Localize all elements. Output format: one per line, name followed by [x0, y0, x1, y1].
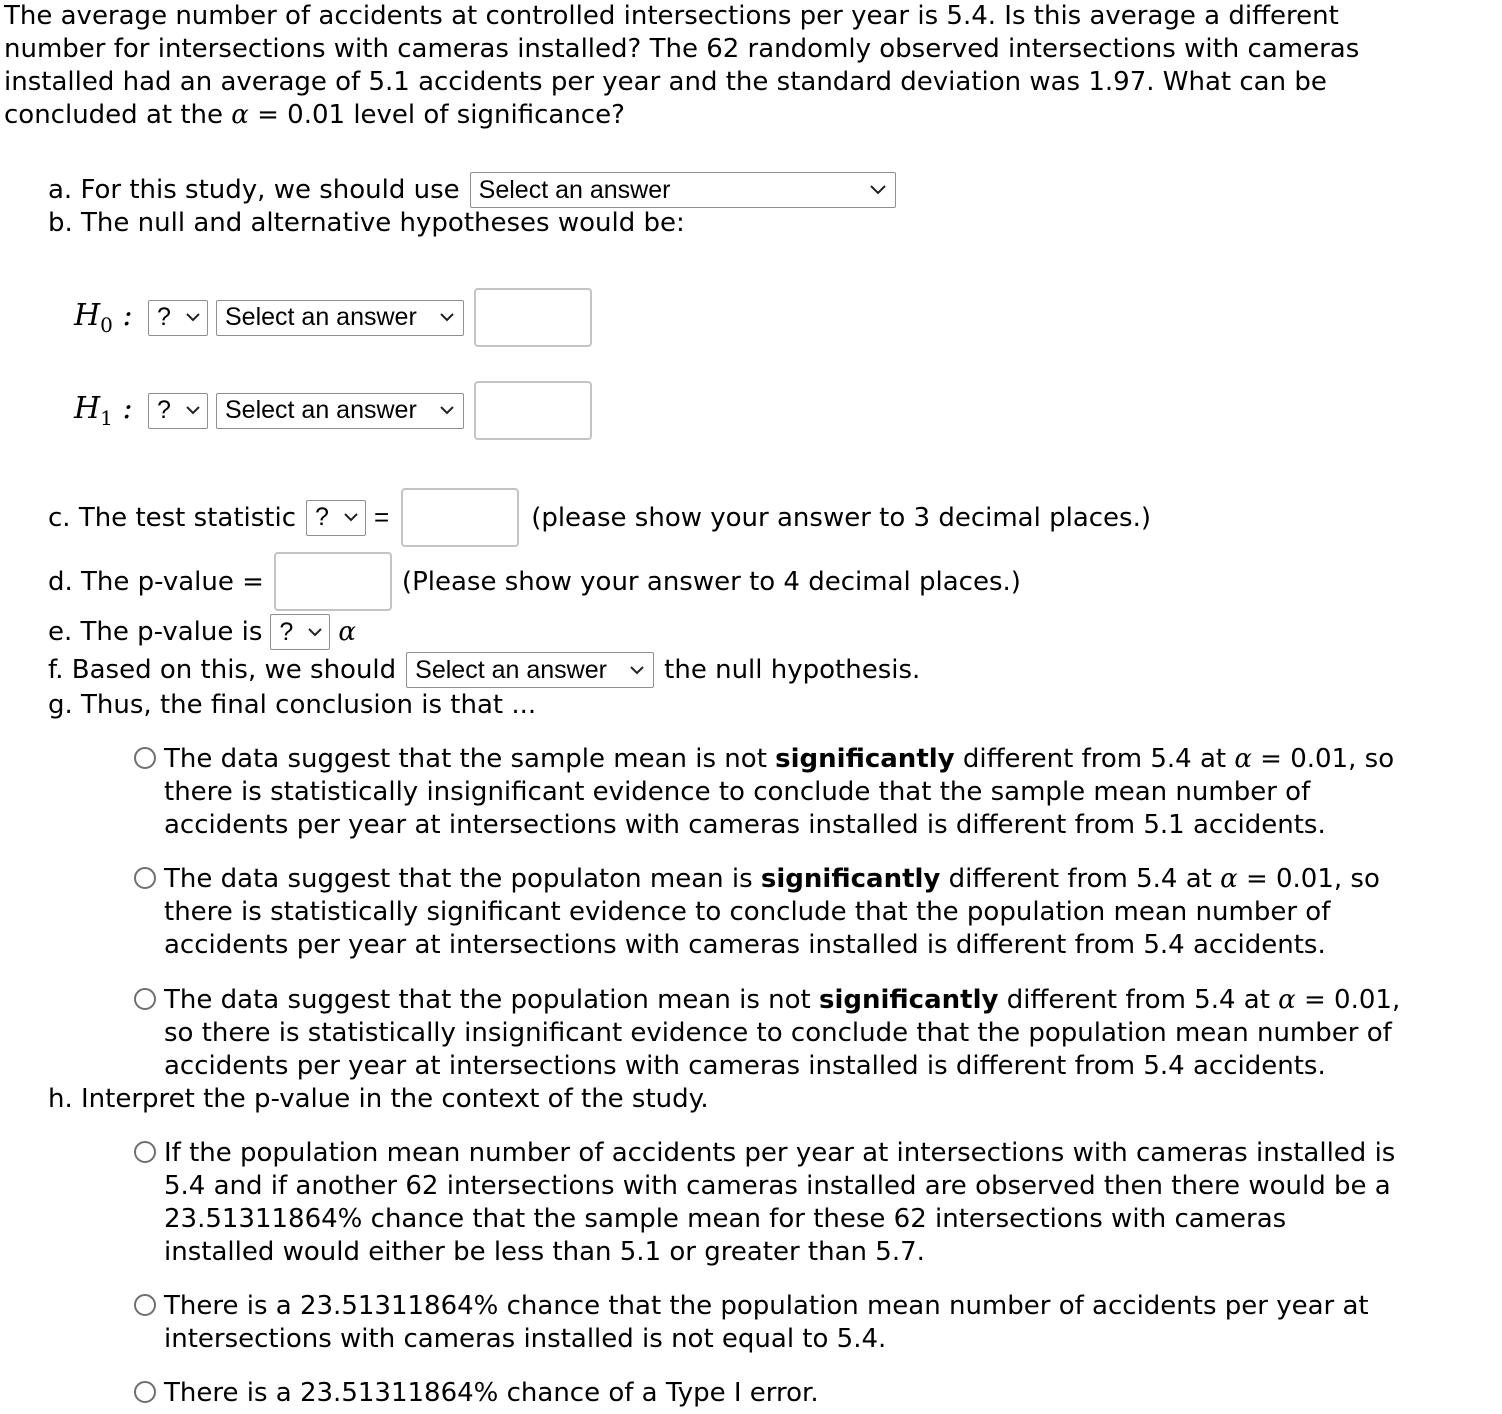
- decision-select[interactable]: [406, 652, 654, 688]
- radio-circle-icon[interactable]: [134, 1381, 156, 1403]
- chevron-down-icon: [869, 184, 887, 196]
- chevron-down-icon: [629, 665, 645, 676]
- h1-parameter-select[interactable]: [148, 393, 208, 429]
- p-value-comparison-select-value: ?: [279, 617, 294, 646]
- question-intro-tail: = 0.01 level of significance?: [257, 100, 625, 130]
- part-e-label: e. The p-value is: [48, 617, 263, 647]
- part-b-label: b. The null and alternative hypotheses would be:: [48, 208, 685, 238]
- h0-symbol: H: [74, 298, 101, 333]
- chevron-down-icon: [185, 405, 201, 416]
- part-h: [48, 1084, 709, 1114]
- part-f-label: f. Based on this, we should: [48, 655, 397, 685]
- part-f-tail: the null hypothesis.: [664, 655, 921, 685]
- h1-row: [74, 381, 592, 440]
- p-value-hint: (Please show your answer to 4 decimal places.): [401, 566, 1021, 597]
- alpha-symbol: α: [231, 100, 249, 130]
- p-value-input[interactable]: [274, 552, 392, 611]
- radio-circle-icon[interactable]: [134, 867, 156, 889]
- conclusion-option-2[interactable]: [134, 863, 1404, 962]
- radio-circle-icon[interactable]: [134, 1141, 156, 1163]
- h0-value-input[interactable]: [474, 288, 592, 347]
- equals-sign: =: [374, 502, 390, 532]
- conclusion-option-2-text: The data suggest that the populaton mean is significantly different from 5.4 at α = 0.01, so there is statistically significant evidence to conclude that the population mean number of accidents per year at intersections with cameras installed is different from 5.4 accidents.: [164, 864, 1380, 960]
- h1-subscript: 1: [100, 406, 113, 430]
- h0-parameter-select[interactable]: [148, 300, 208, 336]
- h0-row: [74, 288, 592, 347]
- part-e: [48, 614, 356, 650]
- h1-value-input[interactable]: [474, 381, 592, 440]
- test-statistic-input[interactable]: [401, 488, 519, 547]
- part-d-label: d. The p-value =: [48, 566, 264, 597]
- conclusion-option-1[interactable]: [134, 743, 1404, 842]
- interpretation-option-1[interactable]: [134, 1137, 1404, 1269]
- interpretation-option-1-text: If the population mean number of accidents per year at intersections with cameras installed is 5.4 and if another 62 intersections with cameras installed are observed then there would be a 23.51311864% chance that the sample mean for these 62 intersections with cameras installed would either be less than 5.1 or greater than 5.7.: [164, 1138, 1396, 1267]
- interpretation-option-2-text: There is a 23.51311864% chance that the population mean number of accidents per year at intersections with cameras installed is not equal to 5.4.: [164, 1291, 1369, 1354]
- chevron-down-icon: [307, 627, 323, 638]
- conclusion-option-1-text: The data suggest that the sample mean is not significantly different from 5.4 at α = 0.01, so there is statistically insignificant evidence to conclude that the sample mean number of accidents per year at intersections with cameras installed is different from 5.1 accidents.: [164, 744, 1395, 840]
- chevron-down-icon: [439, 405, 455, 416]
- interpretation-option-3-text: There is a 23.51311864% chance of a Type I error.: [164, 1378, 819, 1408]
- chevron-down-icon: [439, 312, 455, 323]
- test-type-select[interactable]: [470, 172, 896, 208]
- part-b: [48, 208, 685, 238]
- part-a: [48, 172, 896, 208]
- alpha-symbol: α: [338, 617, 356, 647]
- h0-operator-select-value: Select an answer: [225, 303, 417, 331]
- part-c: [48, 488, 1151, 547]
- test-statistic-hint: (please show your answer to 3 decimal places.): [531, 502, 1151, 533]
- question-text: [4, 0, 1424, 132]
- h1-operator-select-value: Select an answer: [225, 396, 417, 424]
- chevron-down-icon: [185, 312, 201, 323]
- chevron-down-icon: [343, 512, 359, 523]
- h1-colon: :: [122, 391, 133, 426]
- h0-label: [74, 298, 136, 337]
- test-type-select-value: Select an answer: [478, 175, 671, 204]
- conclusion-option-3-text: The data suggest that the population mean is not significantly different from 5.4 at α = 0.01, so there is statistically insignificant evidence to conclude that the population mean number of accidents per year at intersections with cameras installed is different from 5.4 accidents.: [164, 985, 1401, 1081]
- h1-label: [74, 391, 136, 430]
- h0-parameter-select-value: ?: [157, 303, 171, 331]
- radio-circle-icon[interactable]: [134, 747, 156, 769]
- h0-operator-select[interactable]: [216, 300, 464, 336]
- interpretation-option-3[interactable]: [134, 1377, 1404, 1410]
- question-intro: The average number of accidents at controlled intersections per year is 5.4. Is this average a different number for intersections with cameras installed? The 62 randomly observed intersections with cameras installed had an average of 5.1 accidents per year and the standard deviation was 1.97. What can be concluded at the: [4, 1, 1360, 130]
- test-statistic-type-select-value: ?: [315, 503, 329, 531]
- test-statistic-type-select[interactable]: [306, 500, 366, 536]
- part-a-label: a. For this study, we should use: [48, 175, 460, 205]
- radio-circle-icon[interactable]: [134, 1294, 156, 1316]
- h0-colon: :: [122, 298, 133, 333]
- part-g-label: g. Thus, the final conclusion is that ...: [48, 690, 537, 720]
- h1-symbol: H: [74, 391, 101, 426]
- h1-parameter-select-value: ?: [157, 396, 171, 424]
- h0-subscript: 0: [100, 313, 113, 337]
- radio-circle-icon[interactable]: [134, 988, 156, 1010]
- p-value-comparison-select[interactable]: [270, 614, 330, 650]
- part-h-label: h. Interpret the p-value in the context of the study.: [48, 1084, 709, 1114]
- conclusion-option-3[interactable]: [134, 984, 1404, 1083]
- part-g: [48, 690, 536, 720]
- h1-operator-select[interactable]: [216, 393, 464, 429]
- part-f: [48, 652, 920, 688]
- decision-select-value: Select an answer: [415, 655, 607, 684]
- part-c-label: c. The test statistic: [48, 502, 296, 533]
- interpretation-option-2[interactable]: [134, 1290, 1404, 1356]
- part-d: [48, 552, 1021, 611]
